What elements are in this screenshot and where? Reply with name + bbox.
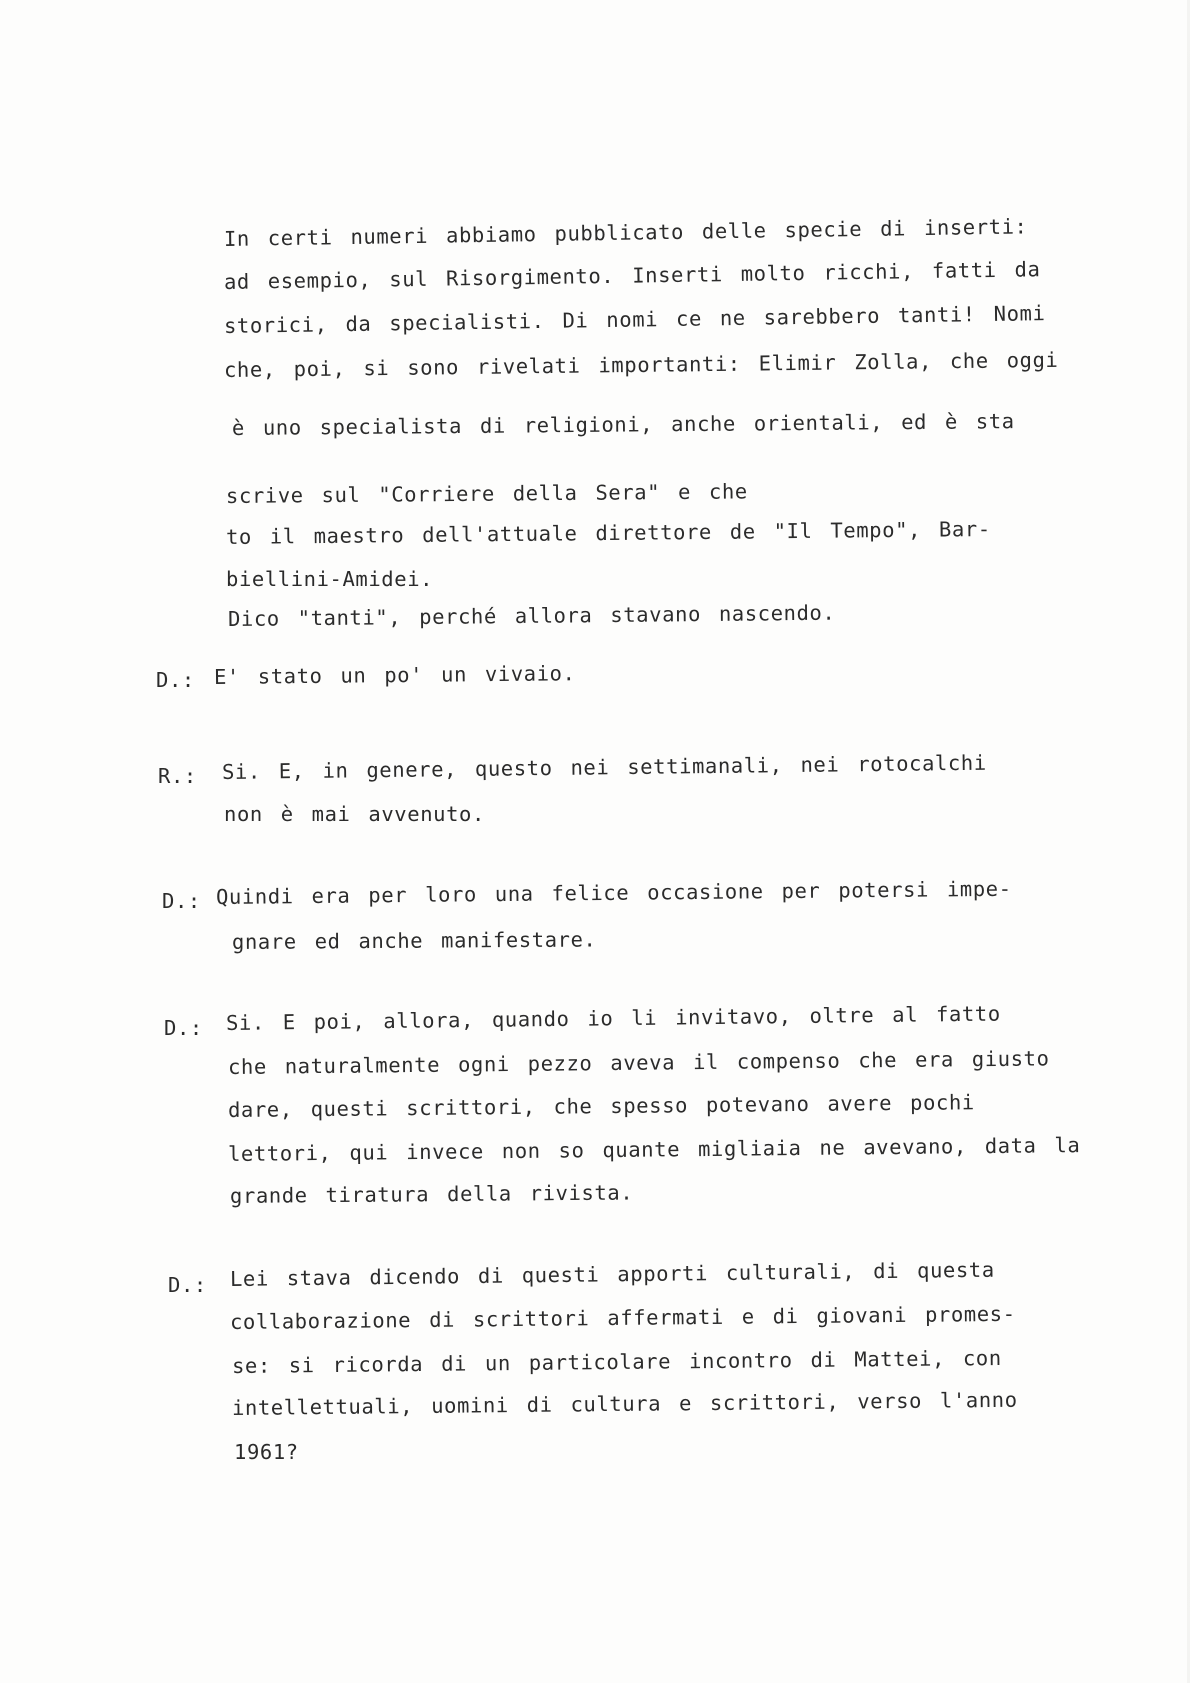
speaker-label: R.:	[158, 764, 197, 788]
intro-line: storici, da specialisti. Di nomi ce ne sarebbero tanti! Nomi	[223, 301, 1046, 338]
intro-line: che, poi, si sono rivelati importanti: Elimir Zolla, che oggi	[223, 347, 1059, 382]
exchange-line: grande tiratura della rivista.	[229, 1180, 634, 1208]
intro-line: è uno specialista di religioni, anche orientali, ed è sta	[231, 409, 1015, 440]
exchange-line: Si. E, in genere, questo nei settimanali, nei rotocalchi	[221, 750, 987, 784]
speaker-label: D.:	[156, 668, 195, 692]
exchange-line: lettori, qui invece non so quante migliaia ne avevano, data la	[227, 1133, 1081, 1166]
exchange-line: E' stato un po' un vivaio.	[213, 661, 576, 689]
speaker-label: D.:	[162, 889, 201, 913]
exchange-line: collaborazione di scrittori affermati e di giovani promes-	[229, 1301, 1016, 1334]
exchange-line: intellettuali, uomini di cultura e scrittori, verso l'anno	[231, 1387, 1018, 1420]
intro-line: scrive sul "Corriere della Sera" e che	[225, 479, 748, 508]
intro-line: In certi numeri abbiamo pubblicato delle specie di inserti:	[223, 214, 1028, 251]
exchange-line: che naturalmente ogni pezzo aveva il compenso che era giusto	[227, 1046, 1050, 1079]
intro-line: ad esempio, sul Risorgimento. Inserti molto ricchi, fatti da	[223, 257, 1041, 294]
exchange-line: Quindi era per loro una felice occasione per potersi impe-	[215, 876, 1012, 909]
intro-line: to il maestro dell'attuale direttore de "Il Tempo", Bar-	[225, 516, 991, 549]
exchange-line: Si. E poi, allora, quando io li invitavo, oltre al fatto	[225, 1001, 1001, 1035]
exchange-line: non è mai avvenuto.	[224, 802, 485, 826]
exchange-line: 1961?	[234, 1440, 299, 1464]
speaker-label: D.:	[164, 1016, 203, 1040]
exchange-line: gnare ed anche manifestare.	[231, 927, 597, 954]
intro-line: Dico "tanti", perché allora stavano nascendo.	[227, 600, 836, 631]
exchange-line: dare, questi scrittori, che spesso potevano avere pochi	[227, 1090, 975, 1122]
speaker-label: D.:	[168, 1273, 207, 1297]
exchange-line: Lei stava dicendo di questi apporti culturali, di questa	[229, 1257, 995, 1291]
exchange-line: se: si ricorda di un particolare incontro di Mattei, con	[231, 1345, 1002, 1378]
intro-line: biellini-Amidei.	[226, 567, 434, 591]
